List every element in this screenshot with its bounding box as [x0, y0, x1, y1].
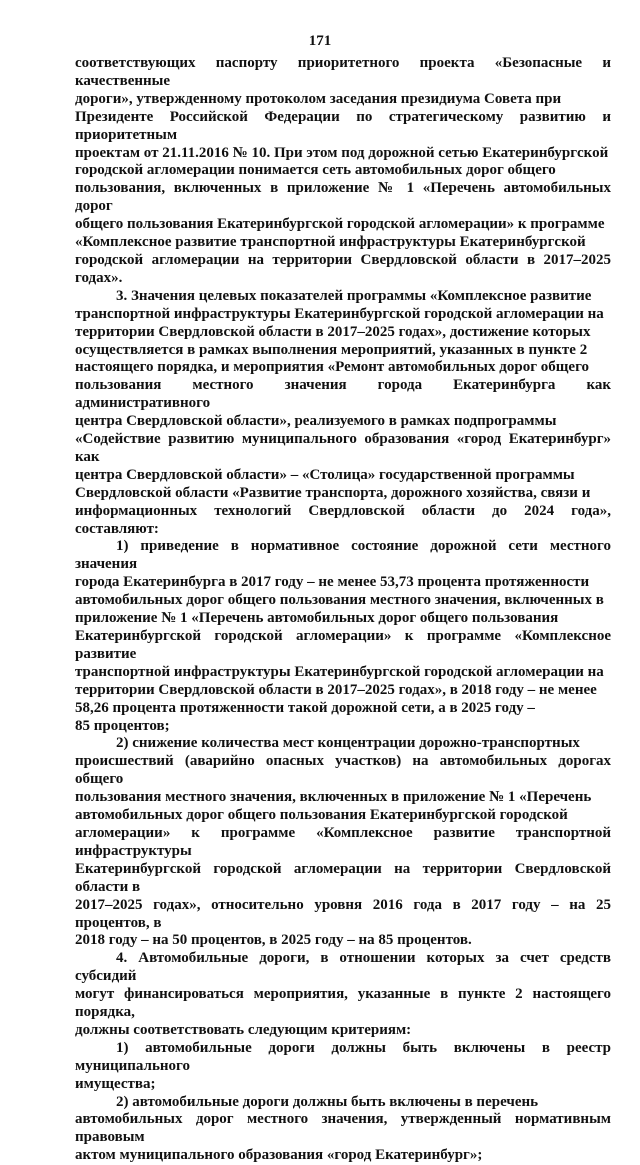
paragraph-intro-continuation: соответствующих паспорту приоритетного проекта «Безопасные и качественные дороги», утвержденному протоколом заседания президиума Совета при Президенте Российской Федерации по стратегическому развитию и приоритетным проектам от 21.11.2016 № 10. При этом под дорожной сетью Екатеринбургской городской агломерации понимается сеть автомобильных дорог общего пользования, включенных в приложение № 1 «Перечень автомобильных дорог общего пользования Екатеринбургской городской агломерации» к программе «Комплексное развитие транспортной инфраструктуры Екатеринбургской городской агломерации на территории Свердловской области в 2017–2025 годах». — [75, 55, 611, 286]
paragraph-item-3-2: 2) снижение количества мест концентрации дорожно-транспортных происшествий (аварийно опасных участков) на автомобильных дорогах общего пользования местного значения, включенных в приложение № 1 «Перечень автомобильных дорог общего пользования Екатеринбургской городской агломерации» к программе «Комплексное развитие транспортной инфраструктуры Екатеринбургской городской агломерации на территории Свердловской области в 2017–2025 годах», относительно уровня 2016 года в 2017 году – на 25 процентов, в 2018 году – на 50 процентов, в 2025 году – на 85 процентов. — [75, 735, 611, 949]
paragraph-item-4-2: 2) автомобильные дороги должны быть включены в перечень автомобильных дорог местного значения, утвержденный нормативным правовым актом муниципального образования «город Екатеринбург»; — [75, 1093, 611, 1164]
document-body — [75, 55, 611, 1165]
paragraph-item-4-1: 1) автомобильные дороги должны быть включены в реестр муниципального имущества; — [75, 1039, 611, 1092]
page-number: 171 — [308, 33, 332, 49]
paragraph-item-3: 3. Значения целевых показателей программы «Комплексное развитие транспортной инфраструктуры Екатеринбургской городской агломерации на территории Свердловской области в 2017–2025 годах», достижение которых осуществляется в рамках выполнения мероприятий, указанных в пункте 2 настоящего порядка, и мероприятия «Ремонт автомобильных дорог общего пользования местного значения города Екатеринбурга как административного центра Свердловской области», реализуемого в рамках подпрограммы «Содействие развитию муниципального образования «город Екатеринбург» как центра Свердловской области» – «Столица» государственной программы Свердловской области «Развитие транспорта, дорожного хозяйства, связи и информационных технологий Свердловской области до 2024 года», составляют: — [75, 287, 611, 537]
paragraph-item-3-1: 1) приведение в нормативное состояние дорожной сети местного значения города Екатеринбурга в 2017 году – не менее 53,73 процента протяженности автомобильных дорог общего пользования местного значения, включенных в приложение № 1 «Перечень автомобильных дорог общего пользования Екатеринбургской городской агломерации» к программе «Комплексное развитие транспортной инфраструктуры Екатеринбургской городской агломерации на территории Свердловской области в 2017–2025 годах», в 2018 году – не менее 58,26 процента протяженности такой дорожной сети, а в 2025 году – 85 процентов; — [75, 538, 611, 734]
paragraph-item-4: 4. Автомобильные дороги, в отношении которых за счет средств субсидий могут финансироваться мероприятия, указанные в пункте 2 настоящего порядка, должны соответствовать следующим критериям: — [75, 950, 611, 1038]
